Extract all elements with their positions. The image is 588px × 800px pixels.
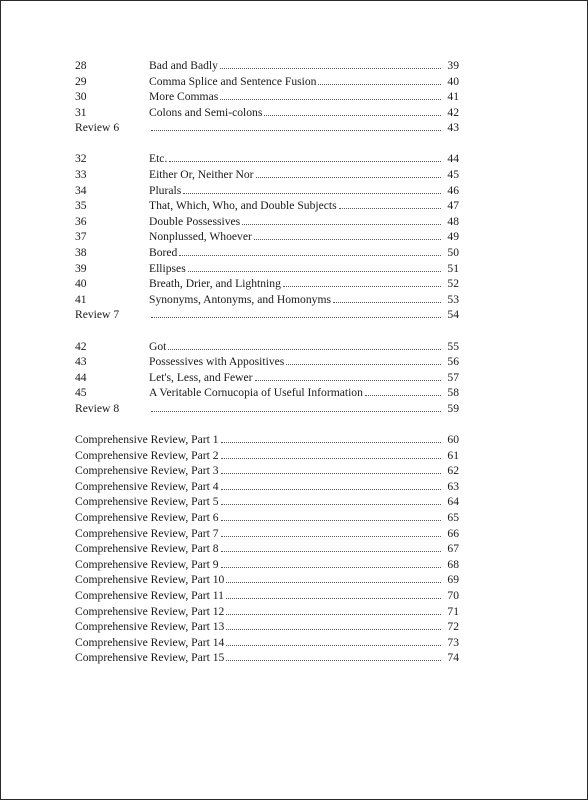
lesson-number: 42 <box>75 339 87 353</box>
dot-leader <box>221 472 442 474</box>
dot-leader <box>151 410 441 412</box>
page-number: 61 <box>447 448 459 462</box>
lesson-title: Possessives with Appositives <box>149 355 285 369</box>
toc-entry <box>75 588 459 604</box>
lesson-title: Comma Splice and Sentence Fusion <box>149 74 317 88</box>
section-spacer <box>75 416 459 432</box>
dot-leader <box>226 628 441 630</box>
page-number: 74 <box>447 651 459 665</box>
dot-leader <box>255 379 441 381</box>
toc-entry <box>75 120 459 136</box>
dot-leader <box>221 566 442 568</box>
page-number: 44 <box>447 152 459 166</box>
page-number: 65 <box>447 510 459 524</box>
lesson-number: 31 <box>75 105 87 119</box>
lesson-title: Double Possessives <box>149 214 241 228</box>
dot-leader <box>226 644 441 646</box>
page-number: 73 <box>447 635 459 649</box>
page-number: 52 <box>447 277 459 291</box>
page-number: 45 <box>447 168 459 182</box>
toc-entry <box>75 183 459 199</box>
dot-leader <box>179 254 441 256</box>
lesson-number: 40 <box>75 277 87 291</box>
lesson-title: Nonplussed, Whoever <box>149 230 252 244</box>
dot-leader <box>226 613 441 615</box>
toc-entry <box>75 307 459 323</box>
lesson-number: 30 <box>75 90 87 104</box>
dot-leader <box>183 192 441 194</box>
page-number: 48 <box>447 214 459 228</box>
toc-entry <box>75 635 459 651</box>
lesson-number: 34 <box>75 183 87 197</box>
toc-entry <box>75 354 459 370</box>
toc-entry <box>75 604 459 620</box>
lesson-number: 35 <box>75 199 87 213</box>
dot-leader <box>168 348 441 350</box>
dot-leader <box>242 223 441 225</box>
dot-leader <box>221 488 442 490</box>
toc-entry <box>75 58 459 74</box>
dot-leader <box>318 83 441 85</box>
dot-leader <box>339 207 441 209</box>
dot-leader <box>221 550 442 552</box>
dot-leader <box>151 316 441 318</box>
lesson-title: Bored <box>149 246 178 260</box>
dot-leader <box>264 114 441 116</box>
toc-entry <box>75 105 459 121</box>
toc-entry <box>75 463 459 479</box>
toc-section <box>75 151 459 323</box>
toc-entry <box>75 494 459 510</box>
toc-entry <box>75 432 459 448</box>
page-number: 39 <box>447 59 459 72</box>
lesson-number: Review 7 <box>75 308 120 322</box>
lesson-number: 45 <box>75 386 87 400</box>
toc-entry <box>75 557 459 573</box>
lesson-title: Synonyms, Antonyms, and Homonyms <box>149 292 331 306</box>
toc-entry <box>75 479 459 495</box>
toc-section <box>75 432 459 666</box>
lesson-title: Comprehensive Review, Part 3 <box>75 464 219 478</box>
dot-leader <box>221 441 442 443</box>
page-number: 54 <box>447 308 459 322</box>
lesson-title: Comprehensive Review, Part 13 <box>75 620 225 634</box>
page-number: 43 <box>447 121 459 135</box>
toc-entry <box>75 151 459 167</box>
toc-entry <box>75 339 459 355</box>
page-number: 51 <box>447 261 459 275</box>
lesson-title: Comprehensive Review, Part 2 <box>75 448 219 462</box>
lesson-title: More Commas <box>149 90 219 104</box>
dot-leader <box>226 659 441 661</box>
page-number: 57 <box>447 370 459 384</box>
dot-leader <box>286 363 441 365</box>
dot-leader <box>226 597 441 599</box>
dot-leader <box>169 160 441 162</box>
lesson-number: 28 <box>75 59 87 72</box>
lesson-title: Got <box>149 339 167 353</box>
dot-leader <box>221 535 442 537</box>
toc-entry <box>75 74 459 90</box>
lesson-title: Comprehensive Review, Part 6 <box>75 510 219 524</box>
toc-entry <box>75 401 459 417</box>
lesson-number: 39 <box>75 261 87 275</box>
toc-entry <box>75 198 459 214</box>
toc-entry <box>75 167 459 183</box>
page-number: 41 <box>447 90 459 104</box>
toc-entry <box>75 448 459 464</box>
lesson-title: Comprehensive Review, Part 1 <box>75 432 219 446</box>
toc-entry <box>75 292 459 308</box>
toc-section <box>75 339 459 417</box>
toc-entry <box>75 245 459 261</box>
lesson-number: 37 <box>75 230 87 244</box>
toc-entry <box>75 229 459 245</box>
page-number: 42 <box>447 105 459 119</box>
toc-entry <box>75 89 459 105</box>
toc-entry <box>75 650 459 666</box>
toc-entry <box>75 541 459 557</box>
toc-entry <box>75 526 459 542</box>
page-number: 64 <box>447 495 459 509</box>
lesson-title: Let's, Less, and Fewer <box>149 370 253 384</box>
lesson-number: 36 <box>75 214 87 228</box>
toc-entry <box>75 214 459 230</box>
toc-entry <box>75 510 459 526</box>
page-number: 53 <box>447 292 459 306</box>
lesson-number: Review 8 <box>75 401 120 415</box>
page-number: 69 <box>447 573 459 587</box>
lesson-title: Comprehensive Review, Part 15 <box>75 651 225 665</box>
toc-entry <box>75 385 459 401</box>
lesson-title: Comprehensive Review, Part 8 <box>75 542 219 556</box>
section-spacer <box>75 136 459 152</box>
page-number: 56 <box>447 355 459 369</box>
page-number: 71 <box>447 604 459 618</box>
dot-leader <box>254 238 441 240</box>
page-number: 66 <box>447 526 459 540</box>
page-number: 67 <box>447 542 459 556</box>
lesson-title: A Veritable Cornucopia of Useful Information <box>149 386 363 400</box>
toc-entry <box>75 261 459 277</box>
lesson-title: Comprehensive Review, Part 14 <box>75 635 225 649</box>
page-number: 68 <box>447 557 459 571</box>
lesson-title: That, Which, Who, and Double Subjects <box>149 199 337 213</box>
lesson-number: 43 <box>75 355 87 369</box>
dot-leader <box>365 394 441 396</box>
page-number: 49 <box>447 230 459 244</box>
dot-leader <box>188 270 441 272</box>
toc-entry <box>75 619 459 635</box>
dot-leader <box>333 301 441 303</box>
dot-leader <box>226 581 441 583</box>
page-number: 55 <box>447 339 459 353</box>
page-number: 50 <box>447 246 459 260</box>
lesson-number: Review 6 <box>75 121 120 135</box>
toc-section <box>75 58 459 136</box>
lesson-title: Comprehensive Review, Part 7 <box>75 526 219 540</box>
page-number: 59 <box>447 401 459 415</box>
dot-leader <box>221 503 442 505</box>
table-of-contents <box>75 58 459 666</box>
page-number: 60 <box>447 432 459 446</box>
toc-entry <box>75 276 459 292</box>
lesson-number: 29 <box>75 74 87 88</box>
dot-leader <box>220 98 441 100</box>
dot-leader <box>220 67 441 69</box>
lesson-title: Comprehensive Review, Part 10 <box>75 573 225 587</box>
lesson-title: Plurals <box>149 183 182 197</box>
page-number: 62 <box>447 464 459 478</box>
dot-leader <box>283 285 441 287</box>
lesson-title: Comprehensive Review, Part 9 <box>75 557 219 571</box>
lesson-title: Breath, Drier, and Lightning <box>149 277 281 291</box>
dot-leader <box>151 129 441 131</box>
lesson-title: Either Or, Neither Nor <box>149 168 254 182</box>
dot-leader <box>221 457 442 459</box>
lesson-number: 32 <box>75 152 87 166</box>
lesson-title: Ellipses <box>149 261 186 275</box>
lesson-title: Comprehensive Review, Part 5 <box>75 495 219 509</box>
dot-leader <box>256 176 442 178</box>
section-spacer <box>75 323 459 339</box>
dot-leader <box>221 519 442 521</box>
lesson-title: Comprehensive Review, Part 12 <box>75 604 225 618</box>
toc-entry <box>75 572 459 588</box>
lesson-title: Bad and Badly <box>149 59 218 72</box>
page-number: 40 <box>447 74 459 88</box>
toc-entry <box>75 370 459 386</box>
lesson-title: Colons and Semi-colons <box>149 105 263 119</box>
lesson-title: Comprehensive Review, Part 11 <box>75 588 224 602</box>
page-number: 70 <box>447 588 459 602</box>
lesson-number: 44 <box>75 370 87 384</box>
page-number: 47 <box>447 199 459 213</box>
lesson-number: 41 <box>75 292 87 306</box>
page-number: 58 <box>447 386 459 400</box>
lesson-number: 33 <box>75 168 87 182</box>
lesson-title: Comprehensive Review, Part 4 <box>75 479 219 493</box>
lesson-number: 38 <box>75 246 87 260</box>
page-number: 72 <box>447 620 459 634</box>
page-number: 63 <box>447 479 459 493</box>
page-number: 46 <box>447 183 459 197</box>
lesson-title: Etc. <box>149 152 168 166</box>
